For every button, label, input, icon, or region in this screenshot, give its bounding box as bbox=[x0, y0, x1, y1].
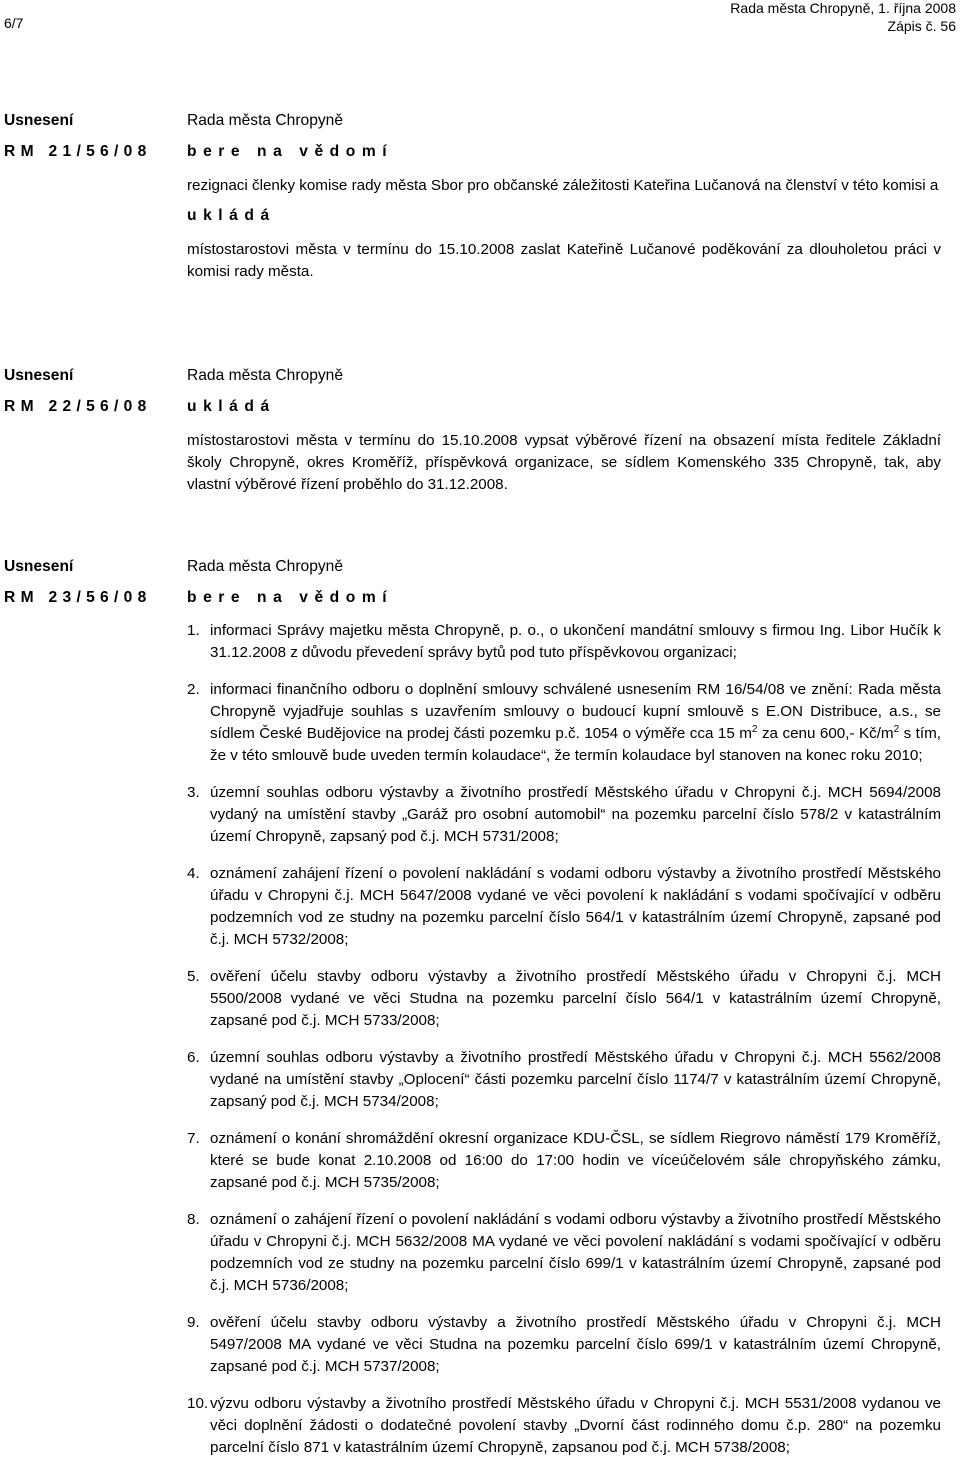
item-number: 8. bbox=[187, 1211, 200, 1228]
resolution-text: rezignaci členky komise rady města Sbor pro občanské záležitosti Kateřina Lučanová na členství v této komisi a bbox=[187, 177, 939, 194]
resolution-body bbox=[187, 110, 941, 283]
resolution-number: RM 21/56/08 bbox=[4, 143, 152, 160]
resolution-body bbox=[187, 365, 941, 496]
header-minutes-number: Zápis č. 56 bbox=[887, 18, 956, 34]
item-text: informaci Správy majetku města Chropyně, p. o., o ukončení mandátní smlouvy s firmou Ing. Libor Hučík k 31.12.2008 z důvodu převedení správy bytů pod tuto příspěvkovou organizaci; bbox=[210, 622, 941, 661]
resolution-text: místostarostovi města v termínu do 15.10.2008 vypsat výběrové řízení na obsazení místa ředitele Základní školy Chropyně, okres Kroměříž, příspěvková organizace, se sídlem Komenského 335 Chropyně, tak, aby vlastní výběrové řízení proběhlo do 31.12.2008. bbox=[187, 432, 941, 493]
item-text: oznámení zahájení řízení o povolení nakládání s vodami odboru výstavby a životního prostředí Městského úřadu v Chropyni č.j. MCH 5647/2008 vydané ve věci povolení k nakládání s vodami spočívající v odběru podzemních vod ze studny na pozemku parcelní číslo 564/1 v katastrálním území Chropyně, zapsané pod č.j. MCH 5732/2008; bbox=[210, 865, 941, 948]
item-text: oznámení o konání shromáždění okresní organizace KDU-ČSL, se sídlem Riegrovo náměstí 179 Kroměříž, které se bude konat 2.10.2008 od 16:00 do 17:00 hodin ve víceúčelovém sále chropyňského zámku, zapsané pod č.j. MCH 5735/2008; bbox=[210, 1130, 941, 1191]
item-text: výzvu odboru výstavby a životního prostředí Městského úřadu v Chropyni č.j. MCH 5531/2008 vydanou ve věci doplnění žádosti o dodatečné povolení stavby „Dvorní část rodinného domu č.p. 280“ na pozemku parcelní číslo 871 v katastrálním území Chropyně, zapsanou pod č.j. MCH 5738/2008; bbox=[210, 1395, 941, 1456]
item-text: územní souhlas odboru výstavby a životního prostředí Městského úřadu v Chropyni č.j. MCH 5694/2008 vydaný na umístění stavby „Garáž pro osobní automobil“ na pozemku parcelní číslo 578/2 v katastrálním území Chropyně, zapsaný pod č.j. MCH 5731/2008; bbox=[210, 784, 941, 845]
resolution-verb: ukládá bbox=[187, 398, 276, 415]
list-item bbox=[187, 966, 941, 1032]
resolution-label: Usnesení bbox=[4, 367, 74, 384]
list-item bbox=[187, 1209, 941, 1297]
council-name: Rada města Chropyně bbox=[187, 367, 344, 384]
item-number: 6. bbox=[187, 1049, 200, 1066]
superscript: 2 bbox=[751, 724, 758, 735]
resolution-label: Usnesení bbox=[4, 558, 74, 575]
resolution-verb: bere na vědomí bbox=[187, 143, 394, 160]
council-name: Rada města Chropyně bbox=[187, 558, 344, 575]
page-number: 6/7 bbox=[4, 15, 24, 31]
resolution-body bbox=[187, 556, 941, 1459]
list-item bbox=[187, 1312, 941, 1378]
item-number: 2. bbox=[187, 681, 200, 698]
item-text: ověření účelu stavby odboru výstavby a životního prostředí Městského úřadu v Chropyni č.j. MCH 5500/2008 vydané ve věci Studna na pozemku parcelní číslo 564/1 v katastrálním území Chropyně, zapsané pod č.j. MCH 5733/2008; bbox=[210, 968, 941, 1029]
item-text: územní souhlas odboru výstavby a životního prostředí Městského úřadu v Chropyni č.j. MCH 5562/2008 vydané na umístění stavby „Oplocení“ části pozemku parcelní číslo 1174/7 v katastrálním území Chropyně, zapsaný pod č.j. MCH 5734/2008; bbox=[210, 1049, 941, 1110]
item-number: 10. bbox=[187, 1395, 209, 1412]
item-number: 5. bbox=[187, 968, 200, 985]
resolution-number: RM 23/56/08 bbox=[4, 589, 152, 606]
item-text: ověření účelu stavby odboru výstavby a životního prostředí Městského úřadu v Chropyni č.j. MCH 5497/2008 MA vydané ve věci Studna na pozemku parcelní číslo 699/1 v katastrálním území Chropyně, zapsané pod č.j. MCH 5737/2008; bbox=[210, 1314, 941, 1375]
item-text: oznámení o zahájení řízení o povolení nakládání s vodami odboru výstavby a životního prostředí Městského úřadu v Chropyni č.j. MCH 5632/2008 MA vydané ve věci povolení nakládání s vodami spočívající v odběru podzemních vod ze studny na pozemku parcelní číslo 699/1 v katastrálním území Chropyně, zapsané pod č.j. MCH 5736/2008; bbox=[210, 1211, 941, 1294]
item-number: 3. bbox=[187, 784, 200, 801]
item-number: 9. bbox=[187, 1314, 200, 1331]
resolution-label: Usnesení bbox=[4, 112, 74, 129]
superscript: 2 bbox=[893, 724, 900, 735]
list-item bbox=[187, 679, 941, 767]
list-item bbox=[187, 1393, 941, 1459]
list-item bbox=[187, 863, 941, 951]
list-item bbox=[187, 620, 941, 664]
item-number: 1. bbox=[187, 622, 200, 639]
header-meeting-date: Rada města Chropyně, 1. října 2008 bbox=[730, 0, 956, 16]
list-item bbox=[187, 1128, 941, 1194]
resolution-verb: bere na vědomí bbox=[187, 589, 394, 606]
item-text: s tím, že v této smlouvě bude uveden termín kolaudace“, že termín kolaudace byl stanoven na konec roku 2010; bbox=[210, 725, 941, 764]
resolution-text: místostarostovi města v termínu do 15.10.2008 zaslat Kateřině Lučanové poděkování za dlouholetou práci v komisi rady města. bbox=[187, 241, 941, 280]
list-item bbox=[187, 782, 941, 848]
list-item bbox=[187, 1047, 941, 1113]
council-name: Rada města Chropyně bbox=[187, 112, 344, 129]
item-number: 4. bbox=[187, 865, 200, 882]
resolution-number: RM 22/56/08 bbox=[4, 398, 152, 415]
item-number: 7. bbox=[187, 1130, 200, 1147]
resolution-verb: ukládá bbox=[187, 207, 276, 224]
numbered-list bbox=[187, 620, 941, 1459]
running-header bbox=[730, 0, 956, 35]
item-text: za cenu 600,- Kč/m bbox=[757, 725, 894, 742]
item-text: informaci finančního odboru o doplnění smlouvy schválené usnesením RM 16/54/08 ve znění: Rada města Chropyně vyjadřuje souhlas s uzavřením smlouvy o budoucí kupní smlouvě s E.ON Distribuce, a.s., se sídlem České Budějovice na prodej části pozemku p.č. 1054 o výměře cca 15 m bbox=[210, 681, 941, 742]
